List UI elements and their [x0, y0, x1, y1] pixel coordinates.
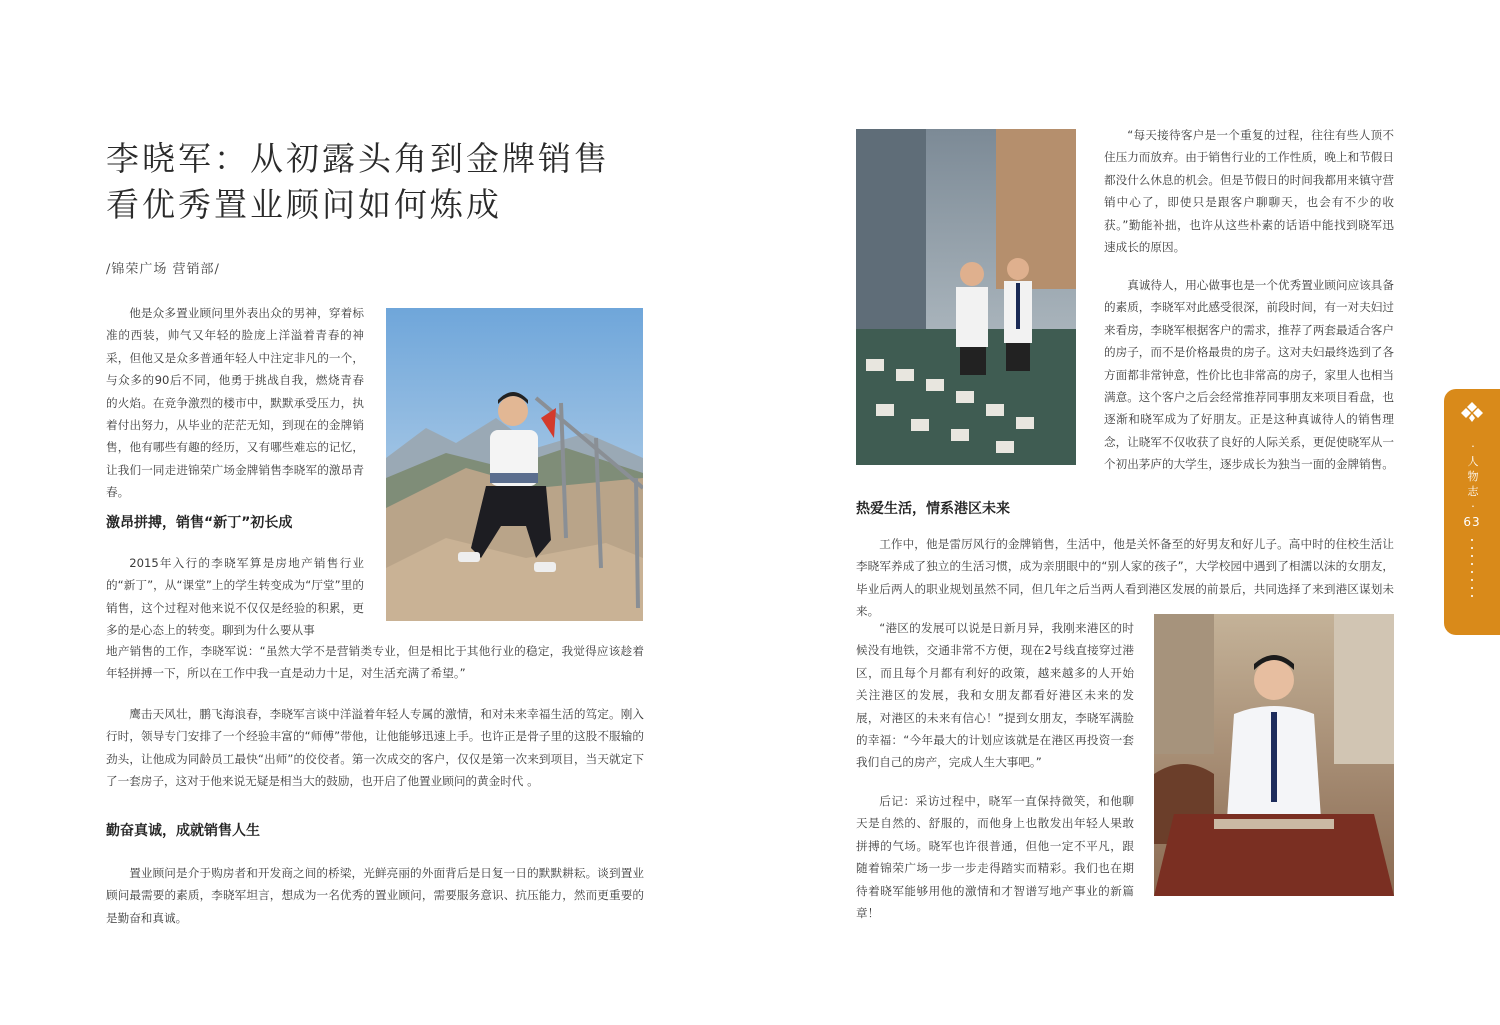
right-paragraph-2: 真诚待人，用心做事也是一个优秀置业顾问应该具备的素质，李晓军对此感受很深，前段时间，有一对夫妇过来看房，李晓军根据客户的需求，推荐了两套最适合客户的房子，而不是价格最贵的房子。这对夫妇最终选到了各方面都非常钟意，性价比也非常高的房子，家里人也相当满意。这个客户之后会经常推荐同事朋友来项目看盘，也逐渐和晓军成为了好朋友。正是这种真诚待人的销售理念，让晓军不仅收获了良好的人际关系，更促使晓军从一个初出茅庐的大学生，逐步成长为独当一面的金牌销售。 — [1104, 278, 1394, 472]
section-heading-2: 勤奋真诚，成就销售人生 — [106, 823, 260, 839]
section-tab — [1444, 389, 1500, 635]
article-title — [106, 136, 666, 228]
office-photo — [1154, 614, 1394, 896]
department-byline: /锦荣广场 营销部/ — [106, 262, 220, 277]
right-paragraph-4: “港区的发展可以说是日新月异，我刚来港区的时候没有地铁，交通非常不方便，现在2号线直接穿过港区，而且每个月都有利好的政策，越来越多的人开始关注港区的发展，我和女朋友都看好港区未来的发展，对港区的未来有信心！”提到女朋友，李晓军满脸的幸福：“今年最大的计划应该就是在港区再投资一套我们自己的房产，完成人生大事吧。” — [856, 621, 1134, 770]
title-line-2: 看优秀置业顾问如何炼成 — [106, 185, 502, 224]
right-paragraph-3: 工作中，他是雷厉风行的金牌销售，生活中，他是关怀备至的好男友和好儿子。高中时的住校生活让李晓军养成了独立的生活习惯，成为亲朋眼中的“别人家的孩子”，大学校园中遇到了相濡以沫的女朋友，毕业后两人的职业规划虽然不同，但几年之后当两人看到港区发展的前景后，共同选择了来到港区谋划未来。 — [856, 537, 1394, 619]
decorative-dots — [1471, 539, 1473, 603]
page-number: 63 — [1463, 515, 1481, 529]
mountain-photo — [386, 308, 643, 621]
right-paragraph-5: 后记：采访过程中，晓军一直保持微笑，和他聊天是自然的、舒服的，而他身上也散发出年轻人果敢拼搏的气场。晓军也许很普通，但他一定不平凡，跟随着锦荣广场一步一步走得踏实而精彩。我们也在期待着晓军能够用他的激情和才智谱写地产事业的新篇章！ — [856, 794, 1134, 921]
right-paragraph-1: “每天接待客户是一个重复的过程，往往有些人顶不住压力而放弃。由于销售行业的工作性质，晚上和节假日都没什么休息的机会。但是节假日的时间我都用来镇守营销中心了，即使只是跟客户聊聊天，也会有不少的收获。”勤能补拙，也许从这些朴素的话语中能找到晓军迅速成长的原因。 — [1104, 128, 1394, 255]
paragraph-4: 置业顾问是介于购房者和开发商之间的桥梁，光鲜亮丽的外面背后是日复一日的默默耕耘。谈到置业顾问最需要的素质，李晓军坦言，想成为一名优秀的置业顾问，需要服务意识、抗压能力，然而更重要的是勤奋和真诚。 — [106, 866, 644, 925]
intro-paragraph: 他是众多置业顾问里外表出众的男神，穿着标准的西装，帅气又年轻的脸庞上洋溢着青春的神采，但他又是众多普通年轻人中注定非凡的一个，与众多的90后不同，他勇于挑战自我，燃烧青春的火焰。在竞争激烈的楼市中，默默承受压力，执着付出努力，从毕业的茫茫无知，到现在的金牌销售，他有哪些有趣的经历，又有哪些难忘的记忆，让我们一同走进锦荣广场金牌销售李晓军的激昂青春。 — [106, 306, 364, 500]
title-line-1: 李晓军：从初露头角到金牌销售 — [106, 139, 610, 178]
diamond-logo-icon — [1461, 401, 1483, 423]
paragraph-3: 鹰击天风壮，鹏飞海浪春，李晓军言谈中洋溢着年轻人专属的激情，和对未来幸福生活的笃定。刚入行时，领导专门安排了一个经验丰富的“师傅”带他，让他能够迅速上手。也许正是骨子里的这股不服输的劲头，让他成为同龄员工最快“出师”的佼佼者。第一次成交的客户，仅仅是第一次来到项目，当天就定下了一套房子，这对于他来说无疑是相当大的鼓励，也开启了他置业顾问的黄金时代 。 — [106, 707, 644, 789]
section-heading-1: 激昂拼搏，销售“新丁”初长成 — [106, 515, 293, 531]
paragraph-2b: 地产销售的工作，李晓军说：“虽然大学不是营销类专业，但是相比于其他行业的稳定，我觉得应该趁着年轻拼搏一下，所以在工作中我一直是动力十足，对生活充满了希望。” — [106, 644, 644, 681]
sand-table-photo — [856, 129, 1076, 465]
paragraph-2a: 2015年入行的李晓军算是房地产销售行业的“新丁”，从“课堂”上的学生转变成为“厅堂”里的销售，这个过程对他来说不仅仅是经验的积累，更多的是心态上的转变。聊到为什么要从事 — [106, 556, 364, 638]
section-heading-3: 热爱生活，情系港区未来 — [856, 501, 1010, 517]
section-label: ·人物志· — [1467, 440, 1479, 513]
